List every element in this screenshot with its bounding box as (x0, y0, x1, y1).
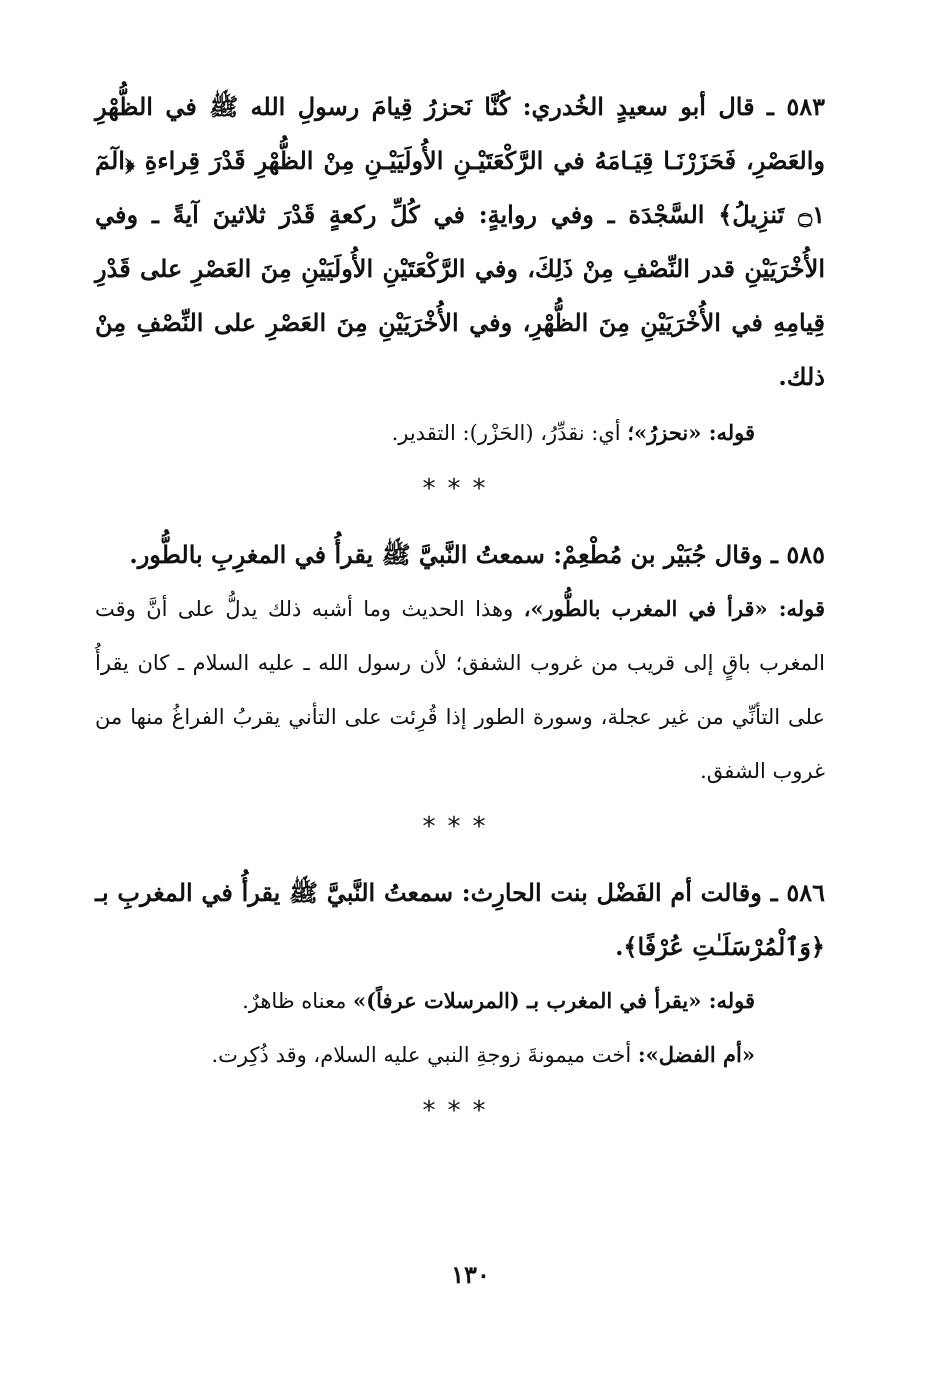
hadith-586: ٥٨٦ ـ وقالت أم الفَضْل بنت الحارِث: سمعتُ النَّبيَّ ﷺ يقرأُ في المغربِ بـ ﴿وَٱلْمُرْسَلَـٰتِ عُرْفًا﴾. (95, 878, 825, 961)
commentary-583-label: قوله: «نحزرُ»؛ (627, 420, 755, 445)
commentary-586-meaning-label: قوله: «يقرأ في المغرب بـ (المرسلات عرفاً)» (353, 988, 755, 1013)
commentary-585-text: وهذا الحديث وما أشبه ذلك يدلُّ على أنَّ وقت المغرب باقٍ إلى قريب من غروب الشفق؛ لأن رسول الله ـ عليه السلام ـ كان يقرأُ على التأنِّي من غير عجلة، وسورة الطور إذا قُرِئت على التأني يقربُ الفراغُ منها من غروب الشفق. (95, 597, 825, 783)
page-number: ١٣٠ (451, 1260, 490, 1289)
section-separator: *** (422, 1096, 498, 1126)
section-separator: *** (422, 474, 498, 504)
commentary-586-umm-al-fadl-label: «أم الفضل»: (637, 1042, 755, 1067)
commentary-586-umm-al-fadl (95, 1028, 825, 1082)
page-body (95, 80, 825, 1126)
section-separator: *** (422, 812, 498, 842)
commentary-586-meaning (95, 974, 825, 1028)
hadith-585: ٥٨٥ ـ وقال جُبَيْر بن مُطْعِمْ: سمعتُ النَّبيَّ ﷺ يقرأُ في المغرِبِ بالطُّور. (129, 540, 825, 569)
commentary-585 (95, 582, 825, 798)
commentary-586-meaning-text: معناه ظاهرٌ. (242, 989, 354, 1013)
commentary-586-umm-al-fadl-text: أخت ميمونةَ زوجةِ النبي عليه السلام، وقد ذُكِرت. (211, 1043, 638, 1067)
commentary-583-text: أي: نقدِّرُ، (الحَزْر): التقدير. (391, 421, 628, 445)
commentary-585-label: قوله: «قرأ في المغرب بالطُّور»، (523, 596, 826, 621)
commentary-583 (95, 406, 825, 460)
hadith-583: ٥٨٣ ـ قال أبو سعيدٍ الخُدري: كُنَّا نَحزرُ قِيامَ رسولِ الله ﷺ في الظُّهْرِ والعَصْرِ، فَحَزَرْنَـا قِيَـامَهُ في الرَّكْعَتَيْـنِ الأُولَيَيْـنِ مِنْ الظُّهْرِ قَدْرَ قِراءةِ ﴿الٓمٓ ۝١ تَنزِيلُ﴾ السَّجْدَة ـ وفي روايةٍ: في كُلِّ ركعةٍ قَدْرَ ثلاثينَ آيةً ـ وفي الأُخْرَيَيْنِ قدر النِّصْفِ مِنْ ذَلِكَ، وفي الرَّكْعَتَيْنِ الأُولَيَيْنِ مِنَ العَصْرِ على قَدْرِ قِيامِهِ في الأُخْرَيَيْنِ مِنَ الظُّهْرِ، وفي الأُخْرَيَيْنِ مِنَ العَصْرِ على النِّصْفِ مِنْ ذلك. (95, 92, 826, 391)
